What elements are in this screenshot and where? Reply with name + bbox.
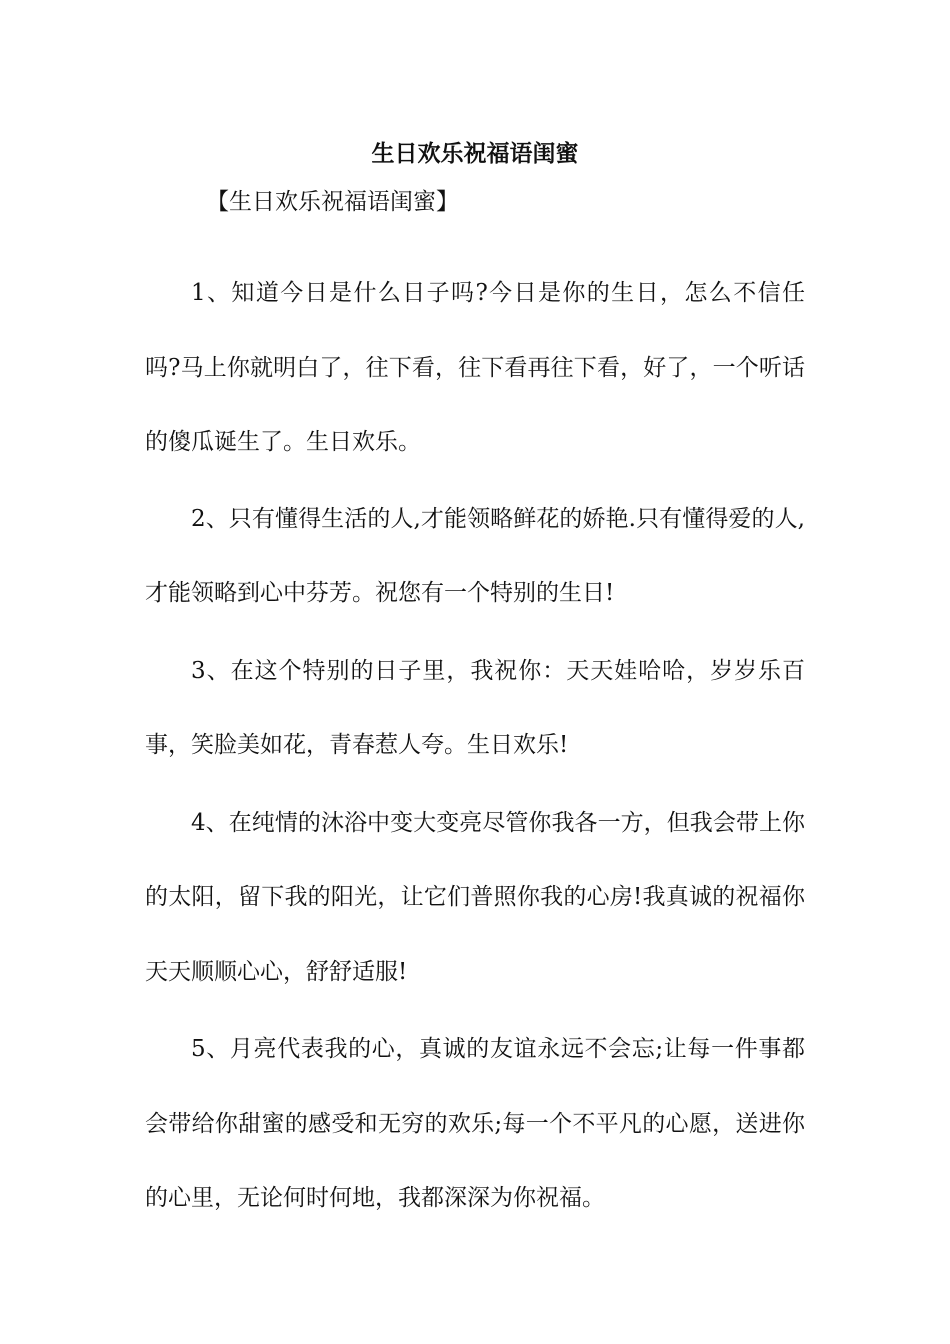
paragraph-5: 5、月亮代表我的心，真诚的友谊永远不会忘;让每一件事都会带给你甜蜜的感受和无穷的欢乐;每一个不平凡的心愿，送进你的心里，无论何时何地，我都深深为你祝福。 xyxy=(145,1036,805,1211)
paragraph-3: 3、在这个特别的日子里，我祝你：天天娃哈哈，岁岁乐百事，笑脸美如花，青春惹人夸。生日欢乐! xyxy=(145,657,805,758)
paragraph-1: 1、知道今日是什么日子吗?今日是你的生日，怎么不信任吗?马上你就明白了，往下看，往下看再往下看，好了，一个听话的傻瓜诞生了。生日欢乐。 xyxy=(145,280,805,455)
paragraph-4: 4、在纯情的沐浴中变大变亮尽管你我各一方，但我会带上你的太阳，留下我的阳光，让它们普照你我的心房!我真诚的祝福你天天顺顺心心，舒舒适服! xyxy=(145,809,805,985)
paragraph-2: 2、只有懂得生活的人,才能领略鲜花的娇艳.只有懂得爱的人,才能领略到心中芬芳。祝您有一个特别的生日! xyxy=(145,505,805,606)
document-title: 生日欢乐祝福语闺蜜 xyxy=(371,140,579,167)
document-subtitle: 【生日欢乐祝福语闺蜜】 xyxy=(206,189,459,215)
document-body xyxy=(145,256,805,1239)
